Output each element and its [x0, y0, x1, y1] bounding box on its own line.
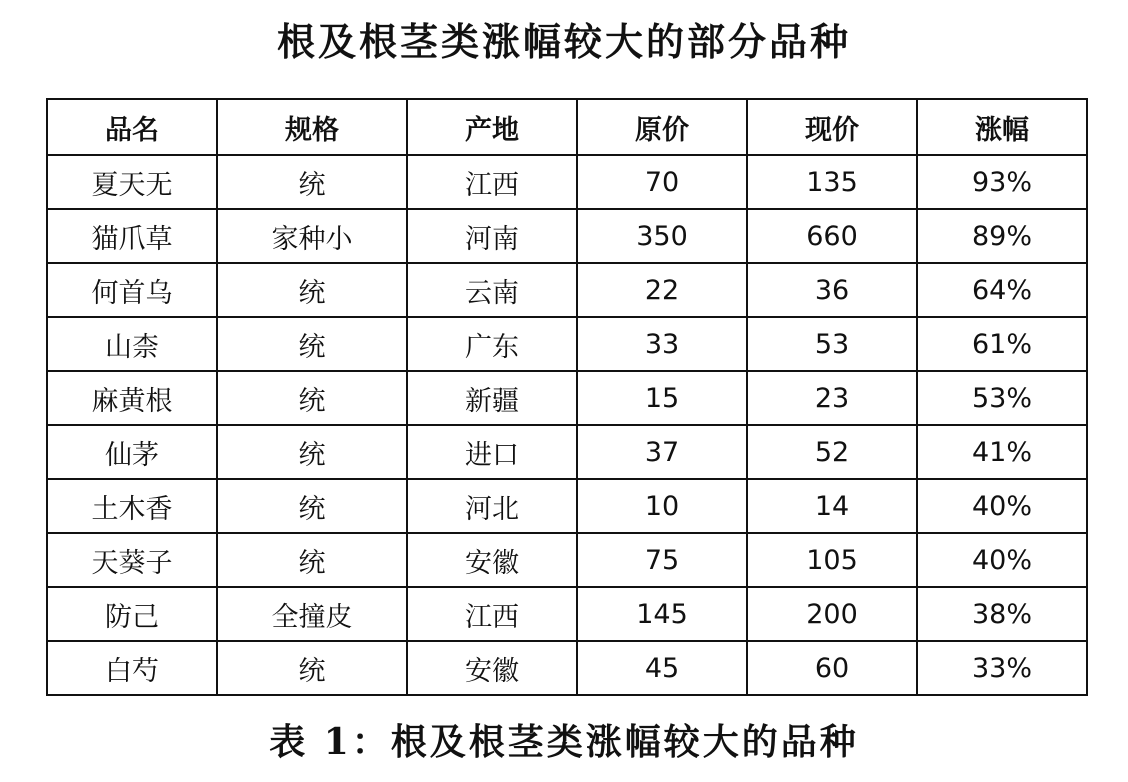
- table-row: [47, 263, 1087, 317]
- price-table: [46, 98, 1088, 696]
- cell-new-price: 23: [747, 371, 917, 425]
- column-header-spec: 规格: [217, 99, 407, 155]
- table-row: [47, 479, 1087, 533]
- cell-name: 猫爪草: [47, 209, 217, 263]
- table-row: [47, 317, 1087, 371]
- cell-spec: 统: [217, 641, 407, 695]
- cell-increase: 41%: [917, 425, 1087, 479]
- cell-old-price: 33: [577, 317, 747, 371]
- cell-old-price: 350: [577, 209, 747, 263]
- table-caption: 表 1：根及根茎类涨幅较大的品种: [269, 721, 859, 763]
- cell-origin: 安徽: [407, 641, 577, 695]
- cell-increase: 40%: [917, 479, 1087, 533]
- cell-name: 白芍: [47, 641, 217, 695]
- cell-old-price: 45: [577, 641, 747, 695]
- cell-name: 何首乌: [47, 263, 217, 317]
- cell-new-price: 105: [747, 533, 917, 587]
- cell-new-price: 52: [747, 425, 917, 479]
- cell-increase: 40%: [917, 533, 1087, 587]
- cell-name: 防己: [47, 587, 217, 641]
- cell-spec: 统: [217, 155, 407, 209]
- cell-origin: 进口: [407, 425, 577, 479]
- cell-increase: 64%: [917, 263, 1087, 317]
- cell-origin: 河南: [407, 209, 577, 263]
- cell-name: 仙茅: [47, 425, 217, 479]
- cell-spec: 统: [217, 533, 407, 587]
- cell-old-price: 37: [577, 425, 747, 479]
- cell-spec: 统: [217, 425, 407, 479]
- cell-origin: 河北: [407, 479, 577, 533]
- cell-new-price: 660: [747, 209, 917, 263]
- cell-spec: 统: [217, 317, 407, 371]
- table-header-row: [47, 99, 1087, 155]
- cell-increase: 93%: [917, 155, 1087, 209]
- cell-increase: 53%: [917, 371, 1087, 425]
- cell-origin: 江西: [407, 155, 577, 209]
- cell-new-price: 135: [747, 155, 917, 209]
- cell-name: 山柰: [47, 317, 217, 371]
- column-header-origin: 产地: [407, 99, 577, 155]
- cell-new-price: 200: [747, 587, 917, 641]
- table-row: [47, 641, 1087, 695]
- cell-spec: 统: [217, 371, 407, 425]
- table-row: [47, 533, 1087, 587]
- table-row: [47, 587, 1087, 641]
- cell-name: 夏天无: [47, 155, 217, 209]
- cell-old-price: 22: [577, 263, 747, 317]
- cell-increase: 61%: [917, 317, 1087, 371]
- table-row: [47, 209, 1087, 263]
- cell-name: 麻黄根: [47, 371, 217, 425]
- cell-spec: 家种小: [217, 209, 407, 263]
- table-row: [47, 371, 1087, 425]
- cell-new-price: 60: [747, 641, 917, 695]
- cell-origin: 安徽: [407, 533, 577, 587]
- cell-name: 土木香: [47, 479, 217, 533]
- column-header-name: 品名: [47, 99, 217, 155]
- cell-old-price: 145: [577, 587, 747, 641]
- column-header-old-price: 原价: [577, 99, 747, 155]
- cell-old-price: 75: [577, 533, 747, 587]
- cell-increase: 38%: [917, 587, 1087, 641]
- cell-old-price: 70: [577, 155, 747, 209]
- cell-spec: 全撞皮: [217, 587, 407, 641]
- cell-old-price: 15: [577, 371, 747, 425]
- cell-increase: 33%: [917, 641, 1087, 695]
- cell-new-price: 14: [747, 479, 917, 533]
- cell-old-price: 10: [577, 479, 747, 533]
- table-row: [47, 425, 1087, 479]
- cell-origin: 新疆: [407, 371, 577, 425]
- cell-spec: 统: [217, 263, 407, 317]
- cell-name: 天葵子: [47, 533, 217, 587]
- page-title: 根及根茎类涨幅较大的部分品种: [276, 19, 851, 64]
- cell-origin: 江西: [407, 587, 577, 641]
- column-header-increase: 涨幅: [917, 99, 1087, 155]
- cell-new-price: 53: [747, 317, 917, 371]
- cell-origin: 云南: [407, 263, 577, 317]
- column-header-new-price: 现价: [747, 99, 917, 155]
- table-row: [47, 155, 1087, 209]
- cell-spec: 统: [217, 479, 407, 533]
- cell-increase: 89%: [917, 209, 1087, 263]
- cell-new-price: 36: [747, 263, 917, 317]
- cell-origin: 广东: [407, 317, 577, 371]
